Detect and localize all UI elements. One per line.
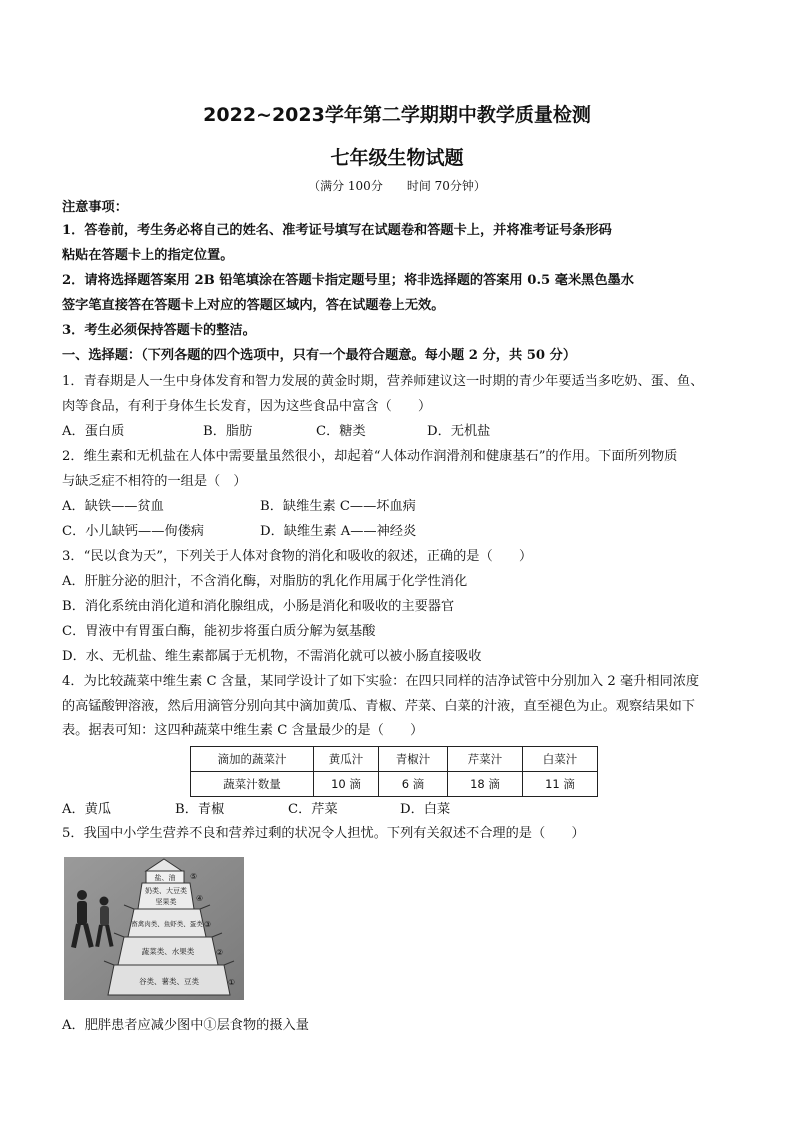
section-heading: 一、选择题：（下列各题的四个选项中，只有一个最符合题意。每小题 2 分，共 50 分） bbox=[62, 348, 577, 363]
q3-option-c: C．胃液中有胃蛋白酶，能初步将蛋白质分解为氨基酸 bbox=[62, 624, 376, 639]
q4-option-a: A．黄瓜 bbox=[62, 802, 112, 817]
exam-meta: （满分 100分 时间 70分钟） bbox=[308, 179, 486, 193]
pyramid-marker-5: ⑤ bbox=[190, 872, 198, 881]
q3-option-b: B．消化系统由消化道和消化腺组成，小肠是消化和吸收的主要器官 bbox=[62, 599, 455, 614]
question-1-stem: 1．青春期是人一生中身体发育和智力发展的黄金时期，营养师建议这一时期的青少年要适当多吃奶、蛋、鱼、 bbox=[62, 374, 704, 389]
table-header-cell: 滴加的蔬菜汁 bbox=[191, 747, 314, 772]
pyramid-level-5-label: 盐、油 bbox=[154, 874, 176, 882]
question-4-stem: 4．为比较蔬菜中维生素 C 含量，某同学设计了如下实验：在四只同样的洁净试管中分别加入 2 毫升相同浓度 bbox=[62, 674, 700, 689]
q1-option-c: C．糖类 bbox=[316, 424, 366, 439]
pyramid-marker-3: ③ bbox=[204, 920, 212, 929]
notice-line: 2．请将选择题答案用 2B 铅笔填涂在答题卡指定题号里；将非选择题的答案用 0.5 毫米黑色墨水 bbox=[62, 273, 634, 288]
question-4-stem: 的高锰酸钾溶液，然后用滴管分别向其中滴加黄瓜、青椒、芹菜、白菜的汁液，直至褪色为止。观察结果如下 bbox=[62, 699, 695, 714]
pyramid-level-4-label: 奶类、大豆类 bbox=[145, 887, 187, 895]
question-2-stem: 与缺乏症不相符的一组是（ ） bbox=[62, 474, 247, 489]
q2-option-a: A．缺铁——贫血 bbox=[62, 499, 164, 514]
q1-option-b: B．脂肪 bbox=[203, 424, 253, 439]
table-cell: 蔬菜汁数量 bbox=[191, 772, 314, 797]
pyramid-level-1-label: 谷类、薯类、豆类 bbox=[139, 977, 199, 986]
q2-option-c: C．小儿缺钙——佝偻病 bbox=[62, 524, 204, 539]
table-header-cell: 黄瓜汁 bbox=[314, 747, 379, 772]
table-header-cell: 白菜汁 bbox=[523, 747, 598, 772]
table-header-cell: 青椒汁 bbox=[379, 747, 448, 772]
q4-option-b: B．青椒 bbox=[175, 802, 225, 817]
q2-option-d: D．缺维生素 A——神经炎 bbox=[260, 524, 417, 539]
table-cell: 18 滴 bbox=[448, 772, 523, 797]
notice-line: 3．考生必须保持答题卡的整洁。 bbox=[62, 323, 256, 338]
pyramid-marker-4: ④ bbox=[196, 894, 204, 903]
table-header-row bbox=[191, 747, 598, 772]
notice-line: 1．答卷前，考生务必将自己的姓名、准考证号填写在试题卷和答题卡上，并将准考证号条形码 bbox=[62, 223, 612, 238]
food-pyramid-image bbox=[64, 857, 244, 1000]
question-3-stem: 3．“民以食为天”，下列关于人体对食物的消化和吸收的叙述，正确的是（ ） bbox=[62, 549, 533, 564]
q4-option-d: D．白菜 bbox=[400, 802, 451, 817]
pyramid-level-3-label: 畜禽肉类、鱼虾类、蛋类 bbox=[131, 920, 203, 928]
food-pyramid-figure bbox=[64, 857, 244, 1000]
pyramid-level-2-label: 蔬菜类、水果类 bbox=[141, 947, 195, 956]
q2-option-b: B．缺维生素 C——坏血病 bbox=[260, 499, 416, 514]
table-header-cell: 芹菜汁 bbox=[448, 747, 523, 772]
exam-subtitle: 七年级生物试题 bbox=[330, 147, 464, 169]
pyramid-level-4b-label: 坚果类 bbox=[155, 898, 177, 906]
q5-option-a: A．肥胖患者应减少图中①层食物的摄入量 bbox=[62, 1018, 309, 1033]
question-4-stem: 表。据表可知：这四种蔬菜中维生素 C 含量最少的是（ ） bbox=[62, 723, 424, 738]
q3-option-d: D．水、无机盐、维生素都属于无机物，不需消化就可以被小肠直接吸收 bbox=[62, 649, 482, 664]
pyramid-marker-2: ② bbox=[216, 948, 224, 957]
notice-line: 签字笔直接答在答题卡上对应的答题区域内，答在试题卷上无效。 bbox=[62, 298, 445, 313]
q1-option-a: A．蛋白质 bbox=[62, 424, 125, 439]
question-2-stem: 2．维生素和无机盐在人体中需要量虽然很小，却起着“人体动作润滑剂和健康基石”的作用。下面所列物质 bbox=[62, 449, 678, 464]
table-row bbox=[191, 772, 598, 797]
exam-title: 2022~2023学年第二学期期中教学质量检测 bbox=[203, 104, 591, 126]
notice-line: 粘贴在答题卡上的指定位置。 bbox=[62, 248, 234, 263]
question-1-stem: 肉等食品，有利于身体生长发育，因为这些食品中富含（ ） bbox=[62, 399, 432, 414]
q4-option-c: C．芹菜 bbox=[288, 802, 338, 817]
vegetable-juice-table bbox=[190, 746, 598, 797]
pyramid-marker-1: ① bbox=[228, 978, 236, 987]
notice-heading: 注意事项： bbox=[62, 200, 128, 215]
q1-option-d: D．无机盐 bbox=[427, 424, 491, 439]
table-cell: 10 滴 bbox=[314, 772, 379, 797]
table-cell: 6 滴 bbox=[379, 772, 448, 797]
table-cell: 11 滴 bbox=[523, 772, 598, 797]
question-5-stem: 5．我国中小学生营养不良和营养过剩的状况令人担忧。下列有关叙述不合理的是（ ） bbox=[62, 826, 585, 841]
q3-option-a: A．肝脏分泌的胆汁，不含消化酶，对脂肪的乳化作用属于化学性消化 bbox=[62, 574, 468, 589]
